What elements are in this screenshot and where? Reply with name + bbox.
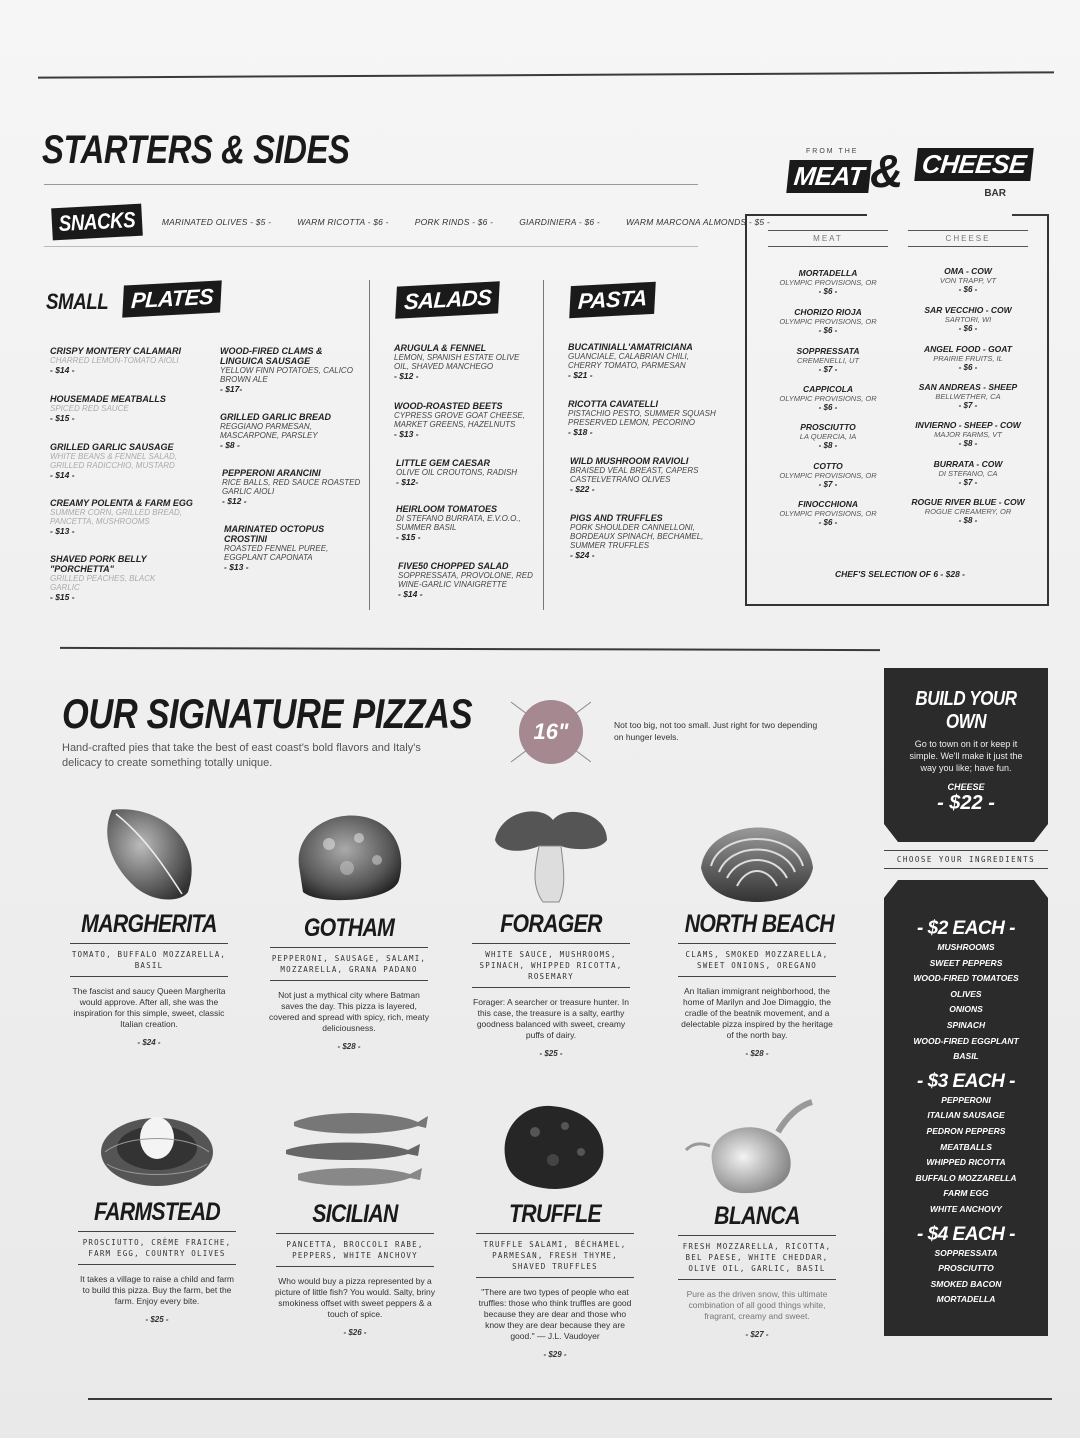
truffle-icon [470, 1096, 640, 1196]
tier-3-item: WHITE ANCHOVY [930, 1203, 1002, 1214]
cheese-item [908, 344, 1028, 373]
item-desc: OLYMPIC PROVISIONS, OR [779, 471, 877, 480]
item-name: GRILLED GARLIC SAUSAGE [50, 442, 174, 452]
item-name: FINOCCHIONA [798, 499, 858, 509]
pizza-card [64, 806, 234, 1047]
item-price: - $24 - [570, 550, 595, 560]
menu-item [50, 346, 200, 376]
byo-text: Go to town on it or keep it simple. We'll make it just the way you like; have fun. [909, 739, 1023, 773]
tier-3-item: BUFFALO MOZZARELLA [915, 1172, 1017, 1183]
item-price: - $8 - [818, 441, 838, 450]
byo-choose-label: CHOOSE YOUR INGREDIENTS [884, 850, 1048, 869]
item-name: LITTLE GEM CAESAR [396, 458, 490, 468]
snacks-label: SNACKS [51, 204, 143, 241]
item-price: - $13 - [224, 562, 249, 572]
snack-item: PORK RINDS - $6 - [414, 217, 494, 227]
item-desc: GUANCIALE, CALABRIAN CHILI, CHERRY TOMATO, PARMESAN [568, 352, 689, 370]
tier-4-label: - $4 EACH - [917, 1223, 1015, 1245]
clam-shell-icon [672, 806, 842, 906]
item-desc: LEMON, SPANISH ESTATE OLIVE OIL, SHAVED MANCHEGO [394, 353, 520, 371]
logo-ampersand: & [870, 145, 904, 197]
cheese-column-header: CHEESE [908, 230, 1028, 247]
item-price: - $13 - [50, 526, 75, 536]
pizza-story: "There are two types of people who eat truffles: those who think truffles are good because they are dear and those who know they are dear because they are good." — J.L. Vaudoyer [478, 1287, 632, 1341]
byo-notch-shape [884, 880, 1048, 904]
meat-item [768, 461, 888, 490]
pizza-story: Not just a mythical city where Batman saves the day. This pizza is layered, covered and spread with spicy, rich, meaty deliciousness. [269, 990, 429, 1033]
item-name: PIGS AND TRUFFLES [570, 513, 663, 523]
starters-title: STARTERS & SIDES [42, 128, 350, 172]
column-divider [543, 280, 544, 610]
item-desc: REGGIANO PARMESAN, MASCARPONE, PARSLEY [220, 422, 318, 440]
tier-2-item: BASIL [953, 1051, 979, 1062]
pizzas-subtitle: Hand-crafted pies that take the best of east coast's bold flavors and Italy's delicacy to create something totally unique. [62, 742, 421, 769]
item-price: - $6 - [818, 287, 838, 296]
pizza-name: NORTH BEACH [684, 910, 834, 938]
pizza-price: - $24 - [137, 1038, 161, 1047]
byo-top-panel [884, 668, 1048, 818]
item-desc: YELLOW FINN POTATOES, CALICO BROWN ALE [220, 366, 353, 384]
tier-3-item: MEATBALLS [940, 1141, 992, 1152]
pizza-card [72, 1094, 242, 1324]
pizza-ingredients: FRESH MOZZARELLA, RICOTTA, BEL PAESE, WHITE CHEDDAR, OLIVE OIL, GARLIC, BASIL [678, 1235, 836, 1280]
snack-item: GIARDINIERA - $6 - [519, 217, 600, 227]
item-price: - $6 - [958, 363, 978, 372]
size-note: Not too big, not too small. Just right for two depending on hunger levels. [614, 720, 818, 742]
pizza-name: GOTHAM [303, 914, 395, 942]
frame-top-right [1012, 214, 1049, 216]
tier-2-item: SPINACH [946, 1019, 986, 1030]
pizza-name: SICILIAN [312, 1200, 398, 1228]
mushroom-icon [466, 806, 636, 906]
small-plates-heading [46, 283, 221, 315]
chef-selection: CHEF'S SELECTION OF 6 - $28 - [834, 569, 965, 579]
menu-item [394, 401, 534, 440]
tier-4-item: MORTADELLA [936, 1294, 996, 1305]
pizza-ingredients: WHITE SAUCE, MUSHROOMS, SPINACH, WHIPPED RICOTTA, ROSEMARY [472, 943, 630, 988]
item-name: WILD MUSHROOM RAVIOLI [570, 456, 689, 466]
pizza-ingredients: TRUFFLE SALAMI, BÉCHAMEL, PARMESAN, FRESH THYME, SHAVED TRUFFLES [476, 1233, 634, 1278]
byo-title: BUILD YOUR OWN [915, 688, 1017, 733]
tier-2-item: WOOD-FIRED TOMATOES [913, 973, 1019, 984]
meat-item [768, 268, 888, 297]
item-desc: ROGUE CREAMERY, OR [924, 507, 1012, 516]
pizza-story: Forager: A searcher or treasure hunter. In this case, the treasure is a salty, earthy goodness balanced with sweet, creamy puffs of dairy. [473, 997, 629, 1040]
item-price: - $14 - [398, 589, 423, 599]
pizza-story: An Italian immigrant neighborhood, the home of Marilyn and Joe Dimaggio, the cradle of the beatnik movement, and a delectable pizza inspired by the heritage of the north bay. [681, 986, 833, 1040]
logo-bar: BAR [984, 188, 1006, 199]
item-desc: GRILLED PEACHES, BLACK GARLIC [50, 574, 156, 592]
pizza-ingredients: PEPPERONI, SAUSAGE, SALAMI, MOZZARELLA, GRANA PADANO [270, 947, 428, 981]
menu-item [570, 456, 720, 495]
pizza-name: TRUFFLE [508, 1200, 602, 1228]
cheese-item [908, 420, 1028, 449]
item-price: - $17- [220, 384, 243, 394]
item-name: GRILLED GARLIC BREAD [220, 412, 331, 422]
item-desc: DI STEFANO BURRATA, E.V.O.O., SUMMER BASIL [396, 514, 521, 532]
item-desc: RICE BALLS, RED SAUCE ROASTED GARLIC AIOLI [222, 478, 361, 496]
item-desc: CYPRESS GROVE GOAT CHEESE, MARKET GREENS, HAZELNUTS [394, 411, 525, 429]
item-desc: ROASTED FENNEL PUREE, EGGPLANT CAPONATA [224, 544, 329, 562]
item-price: - $12 - [394, 371, 419, 381]
small-plates-box: PLATES [122, 280, 222, 317]
item-name: ROGUE RIVER BLUE - COW [911, 497, 1025, 507]
item-name: WOOD-FIRED CLAMS & LINGUICA SAUSAGE [220, 346, 323, 366]
cheese-item [908, 497, 1028, 526]
logo-from-the: FROM THE [806, 148, 859, 155]
egg-nest-icon [72, 1094, 242, 1194]
menu-item [50, 498, 200, 537]
pizza-story: Pure as the driven snow, this ultimate combination of all good things white, fragrant, creamy and sweet. [686, 1289, 828, 1321]
item-price: - $18 - [568, 427, 593, 437]
pizza-ingredients: TOMATO, BUFFALO MOZZARELLA, BASIL [70, 943, 228, 977]
item-price: - $6 - [818, 403, 838, 412]
item-price: - $7 - [958, 401, 978, 410]
item-desc: BRAISED VEAL BREAST, CAPERS CASTELVETRANO OLIVES [570, 466, 699, 484]
item-price: - $8 - [958, 516, 978, 525]
pizza-price: - $29 - [543, 1350, 567, 1359]
item-name: OMA - COW [944, 266, 992, 276]
snack-item: WARM MARCONA ALMONDS - $5 - [625, 217, 770, 227]
byo-cheese-price: - $22 - [937, 792, 995, 814]
tier-3-item: FARM EGG [943, 1188, 989, 1199]
bottom-rule [88, 1398, 1052, 1400]
item-price: - $7 - [818, 480, 838, 489]
item-name: FIVE50 CHOPPED SALAD [398, 561, 509, 571]
salads-heading [396, 284, 499, 316]
tier-2-label: - $2 EACH - [917, 918, 1015, 939]
menu-item [50, 442, 200, 481]
pizza-card [672, 1098, 842, 1339]
pizza-card [466, 806, 636, 1058]
item-desc: CREMENELLI, UT [796, 356, 860, 365]
pizza-price: - $27 - [745, 1330, 769, 1339]
item-price: - $6 - [818, 326, 838, 335]
item-name: CHORIZO RIOJA [794, 307, 862, 317]
menu-item [568, 342, 718, 381]
menu-item [222, 468, 362, 507]
item-desc: PORK SHOULDER CANNELLONI, BORDEAUX SPINACH, BECHAMEL, SUMMER TRUFFLES [570, 523, 704, 550]
cheese-item [908, 266, 1028, 295]
byo-cheese-label: CHEESE [947, 782, 985, 792]
item-price: - $15 - [50, 413, 75, 423]
item-name: HEIRLOOM TOMATOES [396, 504, 498, 514]
item-name: ANGEL FOOD - GOAT [924, 344, 1012, 354]
pasta-label: PASTA [569, 282, 655, 319]
item-name: HOUSEMADE MEATBALLS [50, 394, 166, 404]
garlic-bulb-icon [672, 1098, 842, 1198]
item-name: BUCATINIALL'AMATRICIANA [568, 342, 693, 352]
item-name: RICOTTA CAVATELLI [568, 399, 658, 409]
logo-cheese: CHEESE [914, 148, 1033, 181]
cheese-item [908, 459, 1028, 488]
build-your-own [884, 668, 1050, 1368]
snack-item: WARM RICOTTA - $6 - [297, 217, 389, 227]
tier-2-item: MUSHROOMS [937, 942, 995, 952]
item-name: PEPPERONI ARANCINI [222, 468, 321, 478]
pizza-price: - $28 - [337, 1042, 361, 1051]
cheese-item [908, 305, 1028, 334]
item-desc: CHARRED LEMON-TOMATO AIOLI [50, 356, 179, 365]
tier-3-item: PEDRON PEPPERS [926, 1125, 1006, 1136]
menu-item [394, 343, 534, 382]
item-price: - $12 - [222, 496, 247, 506]
pizza-card [264, 810, 434, 1051]
column-divider [369, 280, 370, 610]
item-desc: PRAIRIE FRUITS, IL [933, 354, 1003, 363]
pizza-name: BLANCA [714, 1202, 800, 1230]
small-plates-plain: SMALL [46, 289, 109, 314]
byo-ingredients-panel [884, 904, 1048, 1336]
menu-item [50, 554, 180, 603]
tier-2-item: WOOD-FIRED EGGPLANT [913, 1035, 1019, 1046]
pasta-heading [570, 284, 655, 316]
item-name: SAN ANDREAS - SHEEP [918, 382, 1018, 392]
item-price: - $22 - [570, 484, 595, 494]
tier-3-item: ITALIAN SAUSAGE [927, 1110, 1005, 1121]
item-desc: MAJOR FARMS, VT [934, 430, 1002, 439]
item-price: - $6 - [818, 518, 838, 527]
tier-4-item: SMOKED BACON [930, 1278, 1002, 1289]
tier-4-item: PROSCIUTTO [938, 1263, 994, 1274]
pizza-name: MARGHERITA [81, 910, 217, 938]
meat-item [768, 384, 888, 413]
pizza-name: FARMSTEAD [93, 1198, 221, 1226]
pizza-ingredients: PROSCIUTTO, CRÈME FRAICHE, FARM EGG, COUNTRY OLIVES [78, 1231, 236, 1265]
meat-item [768, 499, 888, 528]
item-name: CREAMY POLENTA & FARM EGG [50, 498, 193, 508]
item-desc: OLYMPIC PROVISIONS, OR [779, 509, 877, 518]
item-desc: LA QUERCIA, IA [799, 432, 857, 441]
middle-rule [60, 647, 880, 651]
tier-2-item: ONIONS [949, 1004, 983, 1015]
pizza-story: Who would buy a pizza represented by a picture of little fish? You would. Salty, briny smokiness offset with sweet peppers & a touch of spice. [275, 1276, 436, 1319]
sausage-ball-icon [264, 810, 434, 910]
pizza-ingredients: PANCETTA, BROCCOLI RABE, PEPPERS, WHITE ANCHOVY [276, 1233, 434, 1267]
item-name: CAPPICOLA [802, 384, 854, 394]
menu-item [50, 394, 200, 424]
item-price: - $7 - [958, 478, 978, 487]
item-name: SOPPRESSATA [796, 346, 860, 356]
pizza-price: - $26 - [343, 1328, 367, 1337]
item-name: MARINATED OCTOPUS CROSTINI [224, 524, 325, 544]
size-badge-value: 16" [533, 719, 569, 744]
item-name: PROSCIUTTO [800, 422, 856, 432]
item-desc: SUMMER CORN, GRILLED BREAD, PANCETTA, MUSHROOMS [50, 508, 183, 526]
item-desc: SOPPRESSATA, PROVOLONE, RED WINE-GARLIC VINAIGRETTE [398, 571, 533, 589]
item-desc: OLYMPIC PROVISIONS, OR [779, 278, 877, 287]
item-name: SAR VECCHIO - COW [924, 305, 1012, 315]
item-desc: DI STEFANO, CA [938, 469, 998, 478]
top-rule [38, 71, 1054, 78]
basil-leaf-icon [64, 806, 234, 906]
menu-item [396, 458, 536, 488]
item-price: - $21 - [568, 370, 593, 380]
menu-item [224, 524, 364, 573]
menu-item [568, 399, 718, 438]
pizza-story: The fascist and saucy Queen Margherita would approve. After all, she was the inspiration for this simple, sweet, classic Italian creation. [72, 986, 226, 1029]
item-name: COTTO [813, 461, 843, 471]
tier-4-item: SOPPRESSATA [934, 1247, 998, 1258]
item-name: BURRATA - COW [933, 459, 1003, 469]
item-price: - $12- [396, 477, 419, 487]
tier-3-item: WHIPPED RICOTTA [926, 1157, 1006, 1168]
pizzas-title: OUR SIGNATURE PIZZAS [62, 690, 473, 737]
item-desc: SARTORI, WI [944, 315, 992, 324]
tier-2-item: SWEET PEPPERS [929, 957, 1003, 968]
item-price: - $6 - [958, 285, 978, 294]
meat-column-header: MEAT [768, 230, 888, 247]
menu-item [220, 346, 360, 395]
item-desc: PISTACHIO PESTO, SUMMER SQUASH PRESERVED LEMON, PECORINO [568, 409, 716, 427]
pizza-price: - $25 - [145, 1315, 169, 1324]
item-desc: OLIVE OIL CROUTONS, RADISH [396, 468, 518, 477]
starters-underline [44, 184, 698, 185]
pizza-card [470, 1096, 640, 1359]
cheese-item [908, 382, 1028, 411]
pizza-price: - $25 - [539, 1049, 563, 1058]
item-price: - $14 - [50, 365, 75, 375]
meat-item [768, 422, 888, 451]
tier-3-label: - $3 EACH - [917, 1070, 1015, 1092]
pizza-card [270, 1096, 440, 1337]
item-desc: BELLWETHER, CA [935, 392, 1001, 401]
menu-item [570, 513, 720, 561]
item-desc: VON TRAPP, VT [939, 276, 997, 285]
size-badge [511, 700, 591, 764]
item-price: - $15 - [396, 532, 421, 542]
item-name: SHAVED PORK BELLY "PORCHETTA" [50, 554, 147, 574]
pizza-ingredients: CLAMS, SMOKED MOZZARELLA, SWEET ONIONS, OREGANO [678, 943, 836, 977]
item-price: - $6 - [958, 324, 978, 333]
menu-item [398, 561, 538, 600]
snack-item: MARINATED OLIVES - $5 - [161, 217, 272, 227]
pizza-price: - $28 - [745, 1049, 769, 1058]
snacks-row [44, 206, 770, 238]
item-name: ARUGULA & FENNEL [394, 343, 487, 353]
item-desc: WHITE BEANS & FENNEL SALAD, GRILLED RADICCHIO, MUSTARD [50, 452, 177, 470]
item-price: - $15 - [50, 592, 75, 602]
meat-item [768, 346, 888, 375]
item-name: MORTADELLA [798, 268, 858, 278]
snacks-underline [44, 246, 698, 247]
item-price: - $14 - [50, 470, 75, 480]
item-price: - $13 - [394, 429, 419, 439]
item-name: WOOD-ROASTED BEETS [394, 401, 503, 411]
tier-3-item: PEPPERONI [941, 1094, 991, 1105]
pizza-name: FORAGER [500, 910, 602, 938]
item-desc: OLYMPIC PROVISIONS, OR [779, 317, 877, 326]
item-name: CRISPY MONTERY CALAMARI [50, 346, 182, 356]
meat-item [768, 307, 888, 336]
salads-label: SALADS [395, 281, 500, 319]
pizza-story: It takes a village to raise a child and farm to build this pizza. Buy the farm, bet the farm. Enjoy every bite. [79, 1274, 235, 1306]
meat-cheese-logo [788, 145, 1028, 204]
tier-2-item: OLIVES [950, 988, 982, 999]
byo-notch-shape [884, 818, 1048, 842]
menu-item [396, 504, 536, 543]
anchovy-fish-icon [270, 1096, 440, 1196]
logo-meat: MEAT [786, 160, 871, 193]
item-price: - $8 - [220, 440, 240, 450]
menu-item [220, 412, 360, 451]
item-desc: OLYMPIC PROVISIONS, OR [779, 394, 877, 403]
pizza-card [672, 806, 842, 1058]
item-price: - $8 - [958, 439, 978, 448]
item-name: INVIERNO - SHEEP - COW [915, 420, 1021, 430]
item-desc: SPICED RED SAUCE [50, 404, 129, 413]
item-price: - $7 - [818, 365, 838, 374]
